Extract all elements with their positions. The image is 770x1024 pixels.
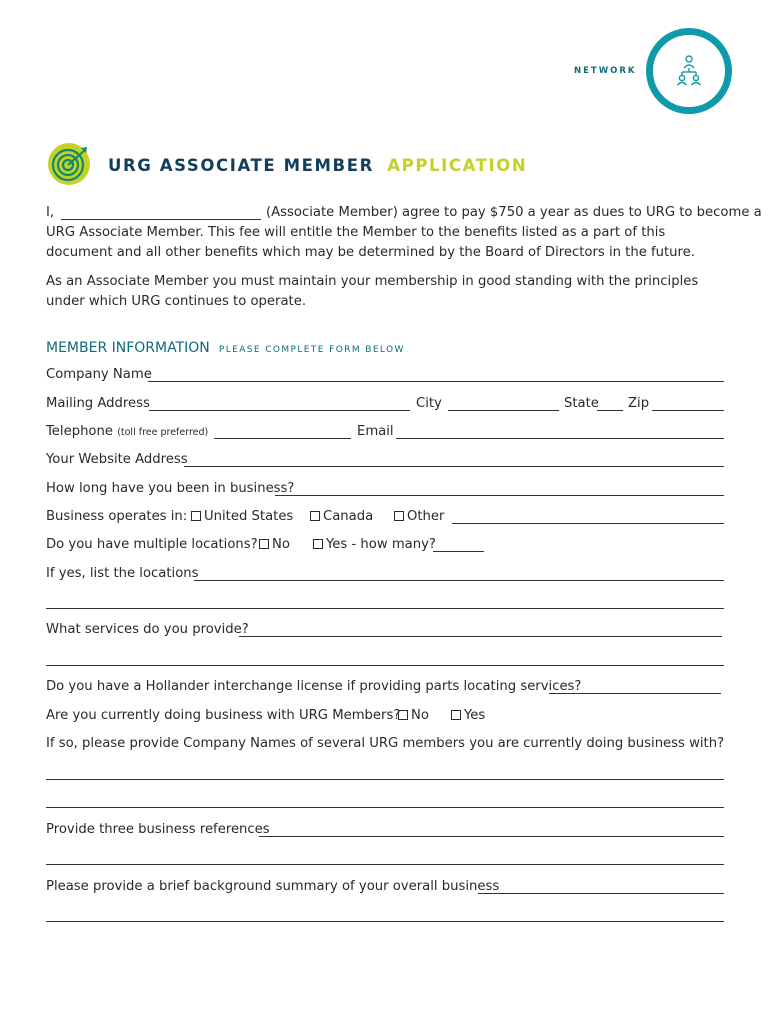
other-country-field[interactable] xyxy=(452,523,724,524)
company-names-field-1[interactable] xyxy=(46,779,724,780)
email-label: Email xyxy=(357,424,394,439)
checkbox-multiple-yes[interactable] xyxy=(313,537,436,552)
checkbox-icon xyxy=(313,539,323,549)
checkbox-icon xyxy=(259,539,269,549)
zip-label: Zip xyxy=(628,396,650,411)
state-field[interactable] xyxy=(597,410,623,411)
summary-field-1[interactable] xyxy=(478,893,724,894)
mailing-address-label: Mailing Address xyxy=(46,396,150,411)
section-header xyxy=(46,337,405,356)
section-subtitle: PLEASE COMPLETE FORM BELOW xyxy=(218,345,405,355)
services-label: What services do you provide? xyxy=(46,622,249,637)
yes-how-many-label: Yes - how many? xyxy=(326,537,436,552)
checkbox-icon xyxy=(398,710,408,720)
telephone-note: (toll free preferred) xyxy=(117,427,209,438)
other-label: Other xyxy=(407,509,445,524)
checkbox-multiple-no[interactable] xyxy=(259,537,290,552)
page-title xyxy=(108,156,527,175)
website-field[interactable] xyxy=(184,466,724,467)
no-label: No xyxy=(272,537,290,552)
checkbox-icon xyxy=(191,511,201,521)
business-duration-label: How long have you been in business? xyxy=(46,481,295,496)
intro-prefix: I, xyxy=(46,205,55,220)
locations-field-1[interactable] xyxy=(194,580,724,581)
canada-label: Canada xyxy=(323,509,374,524)
intro-line1-rest: (Associate Member) agree to pay $750 a year as dues to URG to become a xyxy=(266,205,762,220)
locations-field-2[interactable] xyxy=(46,608,724,609)
telephone-field[interactable] xyxy=(214,438,351,439)
checkbox-icon xyxy=(310,511,320,521)
checkbox-business-yes[interactable] xyxy=(451,708,485,723)
doing-business-label: Are you currently doing business with URG Members? xyxy=(46,708,401,723)
united-states-label: United States xyxy=(204,509,294,524)
hollander-field[interactable] xyxy=(549,693,721,694)
company-names-label: If so, please provide Company Names of several URG members you are currently doing business with? xyxy=(46,736,725,751)
associate-member-name-field[interactable] xyxy=(61,219,261,220)
yes-label-2: Yes xyxy=(464,708,486,723)
city-label: City xyxy=(416,396,442,411)
checkbox-united-states[interactable] xyxy=(191,509,293,524)
zip-field[interactable] xyxy=(652,410,724,411)
summary-field-2[interactable] xyxy=(46,921,724,922)
website-label: Your Website Address xyxy=(46,452,188,467)
business-duration-field[interactable] xyxy=(275,495,724,496)
city-field[interactable] xyxy=(448,410,559,411)
references-field-2[interactable] xyxy=(46,864,724,865)
services-field-1[interactable] xyxy=(239,636,722,637)
intro-paragraph-rest: URG Associate Member. This fee will entitle the Member to the benefits listed as a part of this document and all other benefits which may be determined by the Board of Directors in the future. xyxy=(46,225,695,260)
network-label: NETWORK xyxy=(574,66,637,76)
title-accent: APPLICATION xyxy=(387,156,528,175)
section-title: MEMBER INFORMATION xyxy=(46,340,210,356)
telephone-label-text: Telephone xyxy=(46,424,113,439)
network-icon xyxy=(646,28,732,114)
state-label: State xyxy=(564,396,599,411)
services-field-2[interactable] xyxy=(46,665,724,666)
checkbox-canada[interactable] xyxy=(310,509,373,524)
checkbox-other[interactable] xyxy=(394,509,444,524)
telephone-label xyxy=(46,424,208,439)
hollander-label: Do you have a Hollander interchange license if providing parts locating services? xyxy=(46,679,582,694)
no-label-2: No xyxy=(411,708,429,723)
list-locations-label: If yes, list the locations xyxy=(46,566,199,581)
target-icon xyxy=(47,142,91,186)
company-name-label: Company Name xyxy=(46,367,152,382)
company-name-field[interactable] xyxy=(148,381,724,382)
company-names-field-2[interactable] xyxy=(46,807,724,808)
mailing-address-field[interactable] xyxy=(149,410,410,411)
checkbox-icon xyxy=(394,511,404,521)
intro-paragraph-2: As an Associate Member you must maintain your membership in good standing with the principles under which URG continues to operate. xyxy=(46,274,699,309)
checkbox-business-no[interactable] xyxy=(398,708,429,723)
references-label: Provide three business references xyxy=(46,822,270,837)
checkbox-icon xyxy=(451,710,461,720)
how-many-field[interactable] xyxy=(433,551,484,552)
email-field[interactable] xyxy=(396,438,724,439)
references-field-1[interactable] xyxy=(259,836,724,837)
operates-in-label: Business operates in: xyxy=(46,509,188,524)
title-main: URG ASSOCIATE MEMBER xyxy=(108,156,374,175)
multiple-locations-label: Do you have multiple locations? xyxy=(46,537,258,552)
summary-label: Please provide a brief background summary of your overall business xyxy=(46,879,500,894)
